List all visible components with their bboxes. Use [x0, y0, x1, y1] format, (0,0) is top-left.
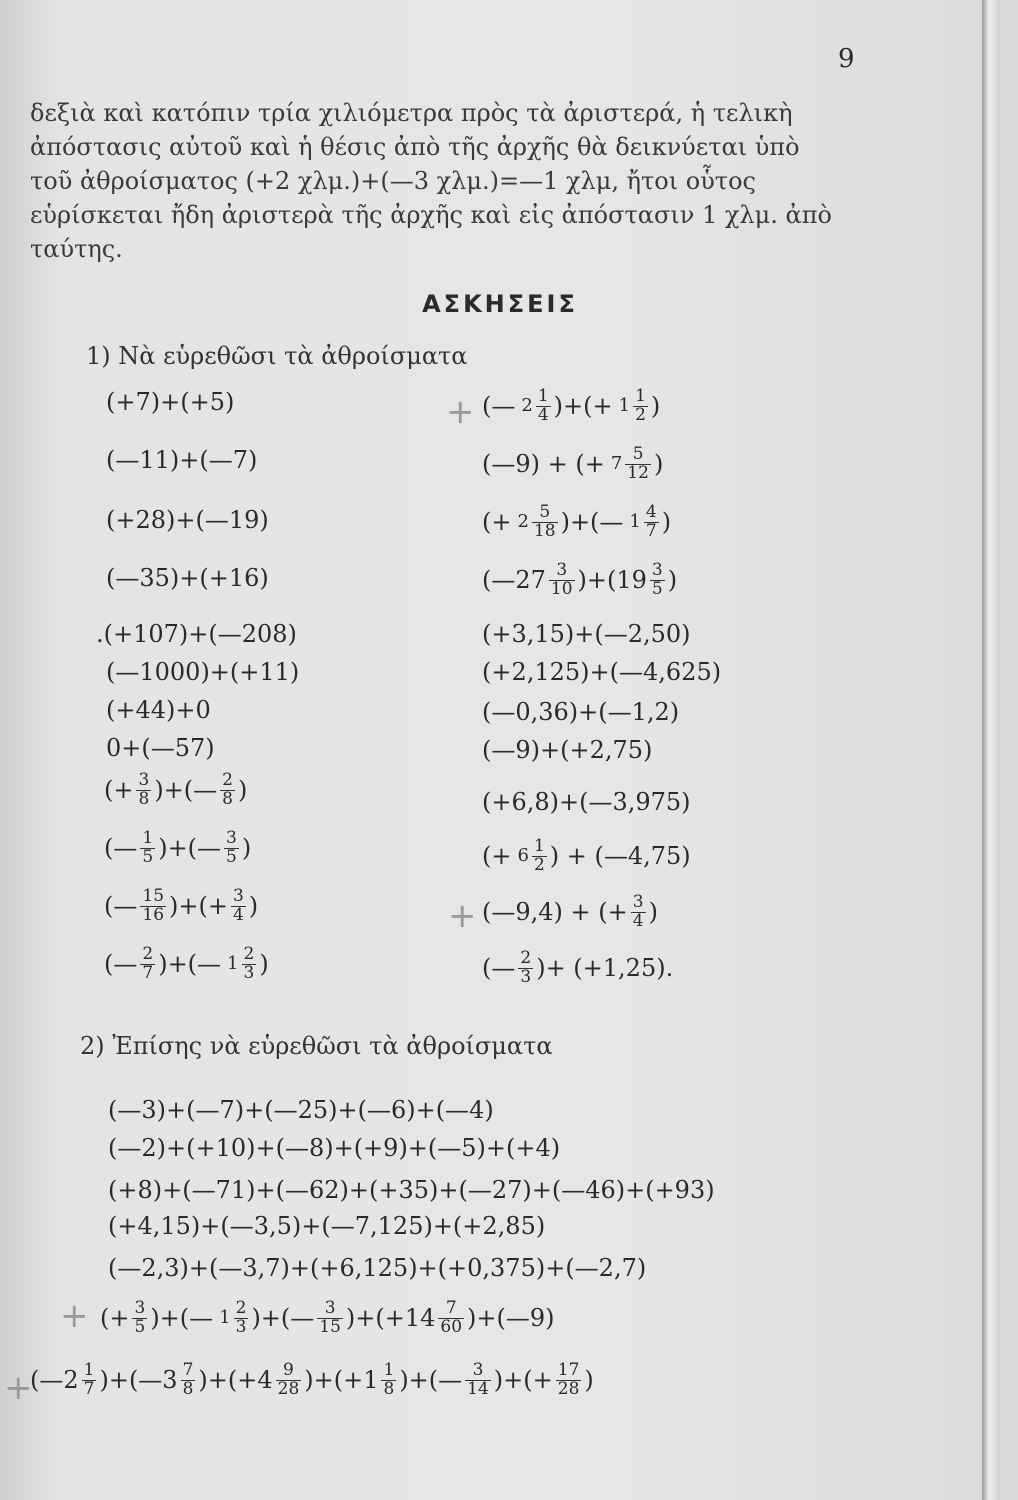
- denominator: 16: [142, 904, 165, 925]
- expr-part: ): [237, 776, 248, 805]
- expr-part: )+(—9): [467, 1304, 555, 1333]
- numerator: 3: [134, 1298, 146, 1318]
- denominator: 7: [83, 1378, 95, 1399]
- expr-part: )+(+: [553, 392, 613, 421]
- fraction: [140, 946, 155, 983]
- numerator: 5: [632, 444, 644, 464]
- denominator: 8: [182, 1378, 194, 1399]
- expr-part: ): [661, 508, 672, 537]
- numerator: 2: [235, 1298, 247, 1318]
- expr-part: )+(+1: [304, 1366, 379, 1395]
- expr-part: )+(—3: [99, 1366, 178, 1395]
- expr-part: ): [650, 392, 661, 421]
- fraction: [136, 772, 151, 809]
- denominator: 4: [232, 904, 244, 925]
- numerator: 17: [557, 1360, 580, 1380]
- expr-part: )+(—: [560, 508, 624, 537]
- fraction: [82, 1362, 97, 1399]
- fraction: [381, 1362, 396, 1399]
- numerator: 15: [142, 886, 165, 906]
- denominator: 4: [537, 404, 549, 425]
- expr-part: ): [241, 834, 252, 863]
- exercise-item: (—1000)+(+11): [106, 658, 300, 686]
- expr-part: )+(19: [577, 566, 647, 595]
- fraction: [644, 504, 659, 541]
- numerator: 2: [222, 770, 233, 790]
- whole-part: 1: [219, 1307, 231, 1329]
- expr-part: (+: [100, 1304, 130, 1333]
- numerator: 3: [232, 886, 244, 906]
- exercise-item: (+4,15)+(—3,5)+(—7,125)+(+2,85): [108, 1212, 546, 1240]
- fraction: [438, 1300, 464, 1337]
- page-number: 9: [838, 44, 855, 74]
- denominator: 5: [134, 1316, 146, 1337]
- paragraph-line: εὑρίσκεται ἤδη ἀριστερὰ τῆς ἀρχῆς καὶ εἰς ἀπόστασιν 1 χλμ. ἀπὸ: [30, 201, 832, 229]
- denominator: 8: [138, 788, 150, 809]
- expr-part: )+(—: [158, 834, 222, 863]
- numerator: 1: [142, 828, 154, 848]
- exercise-item: (+28)+(—19): [106, 506, 269, 534]
- paragraph-line: δεξιὰ καὶ κατόπιν τρία χιλιόμετρα πρὸς τὰ ἀριστερά, ἡ τελικὴ: [30, 99, 793, 127]
- fraction-exercise: [482, 504, 671, 541]
- fraction-exercise: [104, 772, 247, 809]
- exercise-item: (—2)+(+10)+(—8)+(+9)+(—5)+(+4): [108, 1134, 561, 1162]
- denominator: 7: [645, 520, 657, 541]
- exercise-item: (+44)+0: [106, 696, 211, 724]
- whole-part: 1: [618, 395, 631, 417]
- fraction: [518, 950, 533, 987]
- denominator: 3: [520, 966, 532, 987]
- denominator: 28: [277, 1378, 300, 1399]
- exercise-2-instruction: 2) Ἐπίσης νὰ εὑρεθῶσι τὰ ἀθροίσματα: [80, 1032, 553, 1060]
- numerator: 5: [539, 502, 551, 522]
- expr-part: )+(+: [493, 1366, 553, 1395]
- exercise-item: (+7)+(+5): [106, 388, 235, 416]
- exercise-item: (—11)+(—7): [106, 446, 258, 474]
- exercise-item: (—35)+(+16): [106, 564, 269, 592]
- expr-part: (+: [104, 776, 134, 805]
- expr-part: (—2: [30, 1366, 79, 1395]
- numerator: 2: [520, 948, 532, 968]
- fraction: [231, 888, 246, 925]
- denominator: 18: [533, 520, 556, 541]
- margin-cross-mark: +: [448, 896, 477, 936]
- fraction: [625, 446, 651, 483]
- expr-part: ) + (—4,75): [549, 842, 691, 871]
- expr-part: )+(—: [251, 1304, 315, 1333]
- fraction: [633, 388, 648, 425]
- expr-part: ): [667, 566, 678, 595]
- fraction: [140, 888, 166, 925]
- paragraph-line: ταύτης.: [30, 235, 123, 263]
- numerator: 7: [182, 1360, 194, 1380]
- fraction: [132, 1300, 147, 1337]
- exercise-item: (+2,125)+(—4,625): [482, 658, 722, 686]
- exercise-item: (+6,8)+(—3,975): [482, 788, 691, 816]
- expr-part: (—: [482, 954, 516, 983]
- margin-cross-mark: +: [60, 1296, 89, 1336]
- exercise-item: 0+(—57): [106, 734, 215, 762]
- exercises-heading: ΑΣΚΗΣΕΙΣ: [422, 290, 578, 318]
- expr-part: )+ (+1,25).: [536, 954, 674, 983]
- whole-part: 7: [610, 453, 623, 475]
- numerator: 9: [283, 1360, 294, 1380]
- denominator: 4: [632, 910, 644, 931]
- denominator: 5: [226, 846, 237, 867]
- fraction: [549, 562, 575, 599]
- numerator: 3: [651, 560, 663, 580]
- expr-part: (+: [482, 842, 512, 871]
- expr-part: (—: [104, 834, 138, 863]
- denominator: 14: [467, 1378, 489, 1399]
- denominator: 8: [222, 788, 233, 809]
- margin-cross-mark: +: [446, 392, 475, 432]
- fraction: [631, 894, 646, 931]
- numerator: 1: [537, 386, 549, 406]
- numerator: 2: [243, 944, 255, 964]
- expr-part: ): [584, 1366, 594, 1395]
- fraction: [181, 1362, 196, 1399]
- exercise-1-instruction: 1) Νὰ εὑρεθῶσι τὰ ἀθροίσματα: [86, 342, 468, 370]
- numerator: 2: [142, 944, 154, 964]
- denominator: 2: [533, 854, 545, 875]
- expr-part: )+(+4: [198, 1366, 273, 1395]
- denominator: 10: [550, 578, 573, 599]
- fraction-exercise: [482, 950, 673, 987]
- numerator: 1: [83, 1360, 95, 1380]
- exercise-item: (+8)+(—71)+(—62)+(+35)+(—27)+(—46)+(+93): [108, 1176, 715, 1204]
- fraction: [556, 1362, 582, 1399]
- exercise-item: (—9)+(+2,75): [482, 736, 653, 764]
- numerator: 3: [632, 892, 644, 912]
- whole-part: 2: [517, 511, 529, 533]
- exercise-item: (+3,15)+(—2,50): [482, 620, 691, 648]
- expr-part: (—: [104, 892, 138, 921]
- numerator: 3: [324, 1298, 336, 1318]
- numerator: 3: [472, 1360, 484, 1380]
- fraction: [224, 830, 239, 867]
- expr-part: (+: [482, 508, 512, 537]
- fraction: [536, 388, 551, 425]
- numerator: 3: [556, 560, 568, 580]
- exercise-item: (—3)+(—7)+(—25)+(—6)+(—4): [108, 1096, 494, 1124]
- whole-part: 2: [521, 395, 533, 417]
- intro-paragraph: [30, 96, 860, 266]
- expr-part: )+(—: [158, 950, 222, 979]
- denominator: 3: [243, 962, 255, 983]
- expr-part: (—9,4) + (+: [482, 898, 628, 927]
- expr-part: ): [648, 898, 658, 927]
- fraction-exercise: [482, 446, 663, 483]
- fraction-exercise: [100, 1300, 555, 1337]
- whole-part: 6: [517, 845, 529, 867]
- numerator: 1: [533, 836, 545, 856]
- expr-part: ): [653, 450, 664, 479]
- expr-part: )+(—: [399, 1366, 463, 1395]
- numerator: 7: [445, 1298, 457, 1318]
- expr-part: ): [259, 950, 269, 979]
- denominator: 5: [142, 846, 154, 867]
- exercise-item: (—2,3)+(—3,7)+(+6,125)+(+0,375)+(—2,7): [108, 1254, 647, 1282]
- whole-part: 1: [227, 953, 239, 975]
- denominator: 60: [440, 1316, 463, 1337]
- whole-part: 1: [629, 511, 641, 533]
- page-edge: [982, 0, 1000, 1500]
- numerator: 4: [645, 502, 657, 522]
- fraction: [276, 1362, 302, 1399]
- expr-part: (—9) + (+: [482, 450, 605, 479]
- margin-cross-mark: +: [4, 1368, 33, 1408]
- expr-part: ): [248, 892, 259, 921]
- paragraph-line: τοῦ ἀθροίσματος (+2 χλμ.)+(—3 χλμ.)=—1 χλμ, ἤτοι οὗτος: [30, 167, 756, 195]
- fraction: [532, 504, 558, 541]
- numerator: 3: [138, 770, 150, 790]
- denominator: 2: [635, 404, 646, 425]
- fraction: [532, 838, 547, 875]
- fraction-exercise: [482, 894, 658, 931]
- fraction: [234, 1300, 249, 1337]
- fraction: [140, 830, 155, 867]
- fraction-exercise: [104, 888, 258, 925]
- denominator: 28: [557, 1378, 580, 1399]
- numerator: 1: [635, 386, 646, 406]
- denominator: 8: [383, 1378, 395, 1399]
- expr-part: )+(+: [169, 892, 228, 921]
- denominator: 3: [235, 1316, 247, 1337]
- fraction-exercise: [104, 830, 251, 867]
- fraction-exercise: [482, 562, 677, 599]
- fraction: [317, 1300, 343, 1337]
- expr-part: (—27: [482, 566, 546, 595]
- fraction-exercise: [104, 946, 269, 983]
- fraction: [650, 562, 665, 599]
- fraction-exercise: [30, 1362, 594, 1399]
- numerator: 3: [226, 828, 237, 848]
- denominator: 5: [651, 578, 663, 599]
- expr-part: (—: [482, 392, 516, 421]
- fraction: [220, 772, 235, 809]
- expr-part: )+(+14: [345, 1304, 436, 1333]
- denominator: 15: [319, 1316, 341, 1337]
- fraction: [465, 1362, 491, 1399]
- fraction-exercise: [482, 838, 691, 875]
- fraction: [242, 946, 257, 983]
- exercise-item: (—0,36)+(—1,2): [482, 698, 680, 726]
- denominator: 12: [627, 462, 649, 483]
- expr-part: )+(—: [154, 776, 218, 805]
- numerator: 1: [383, 1360, 395, 1380]
- expr-part: (—: [104, 950, 138, 979]
- paragraph-line: ἀπόστασις αὐτοῦ καὶ ἡ θέσις ἀπὸ τῆς ἀρχῆς θὰ δεικνύεται ὑπὸ: [30, 133, 800, 161]
- fraction-exercise: [482, 388, 660, 425]
- exercise-item: .(+107)+(—208): [96, 620, 297, 648]
- denominator: 7: [142, 962, 154, 983]
- expr-part: )+(—: [150, 1304, 214, 1333]
